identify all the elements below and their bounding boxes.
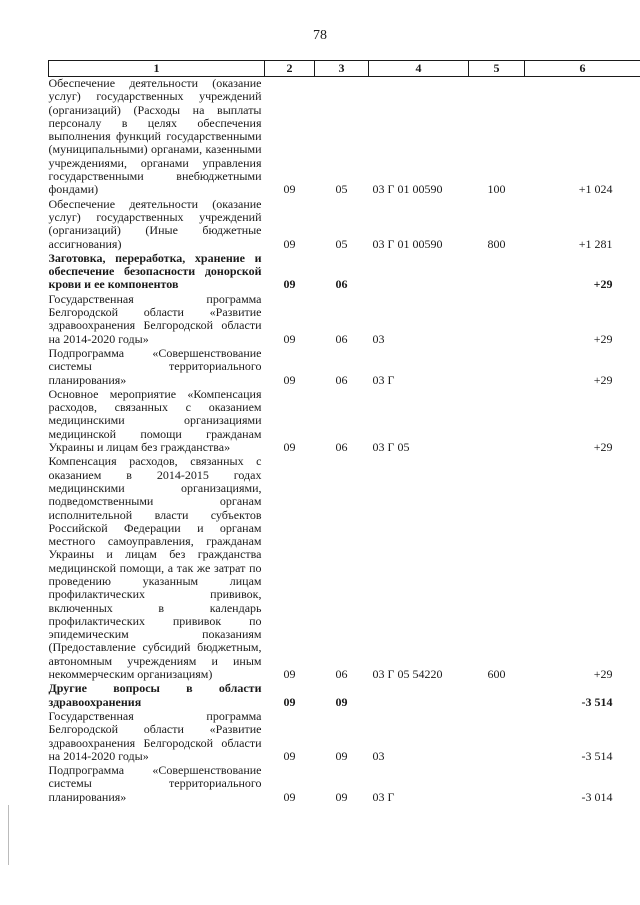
header-col-subsection: 3	[315, 61, 369, 77]
row-target-article-cell: 03 Г 01 00590	[372, 182, 443, 197]
row-expense-type-cell	[469, 252, 525, 293]
table-row	[49, 198, 640, 252]
row-section-cell: 09	[283, 236, 296, 251]
row-subsection-cell: 06	[335, 667, 348, 682]
row-name-cell: Другие вопросы в области здравоохранения	[48, 681, 262, 709]
row-name-cell: Государственная программа Белгородской области «Развитие здравоохранения Белгородской области на 2014-2020 годы»	[48, 708, 262, 763]
row-name-cell: Подпрограмма «Совершенствование системы территориального планирования»	[48, 763, 262, 804]
row-name-cell: Подпрограмма «Совершенствование системы территориального планирования»	[48, 345, 262, 387]
header-col-expense-type: 5	[469, 61, 525, 77]
row-target-article-cell	[369, 252, 469, 293]
row-name-cell: Государственная программа Белгородской области «Развитие здравоохранения Белгородской области на 2014-2020 годы»	[48, 291, 262, 346]
table-row	[49, 710, 640, 764]
table-row	[49, 77, 640, 198]
row-target-article-cell: 03 Г 05	[372, 440, 410, 455]
row-target-article-cell: 03 Г 05 54220	[372, 667, 443, 682]
header-col-target-article: 4	[369, 61, 469, 77]
row-expense-type-cell	[469, 764, 525, 805]
table-row	[49, 764, 640, 805]
row-name-cell: Основное мероприятие «Компенсация расходов, связанных с оказанием медицинскими организациями медицинской помощи гражданам Украины и лицам без гражданства»	[48, 386, 262, 455]
header-col-section: 2	[265, 61, 315, 77]
row-target-article-cell: 03 Г	[372, 789, 395, 804]
row-expense-type-cell: 600	[487, 667, 506, 682]
row-subsection-cell: 06	[335, 331, 348, 346]
table-body	[49, 77, 640, 806]
row-name-cell: Обеспечение деятельности (оказание услуг) государственных учреждений (организаций) (Расходы на выплаты персоналу в целях обеспечения выполнения функций государственными (муниципальными) органами, казенными учреждениями, органами управления государственными внебюджетными фондами)	[48, 76, 262, 197]
row-subsection-cell: 06	[335, 372, 348, 387]
row-subsection-cell: 06	[335, 277, 348, 292]
row-amount-cell: +1 281	[578, 236, 613, 251]
row-name-cell: Компенсация расходов, связанных с оказанием в 2014-2015 годах медицинскими организациями, подведомственными органам исполнительной власти субъектов Российской Федерации и органам местного самоуправления, гражданам Украины и лицам без гражданства медицинской помощи, а так же затрат по проведению указанным лицам профилактических прививок, включенных в календарь профилактических прививок по эпидемическим показаниям (Предоставление субсидий бюджетным, автономным учреждениям и иным некоммерческим организациям)	[48, 454, 262, 682]
row-target-article-cell: 03 Г	[372, 372, 395, 387]
row-expense-type-cell	[469, 710, 525, 764]
row-subsection-cell: 09	[335, 694, 348, 709]
row-section-cell: 09	[283, 277, 296, 292]
row-target-article-cell: 03 Г 01 00590	[372, 236, 443, 251]
row-subsection-cell: 09	[335, 748, 348, 763]
row-amount-cell: +1 024	[578, 182, 613, 197]
row-target-article-cell: 03	[372, 748, 385, 763]
header-col-amount: 6	[525, 61, 640, 77]
row-section-cell: 09	[283, 667, 296, 682]
row-subsection-cell: 06	[335, 440, 348, 455]
row-expense-type-cell	[469, 388, 525, 455]
table-row	[49, 682, 640, 710]
row-expense-type-cell: 800	[487, 236, 506, 251]
row-amount-cell: -3 014	[581, 789, 613, 804]
row-section-cell: 09	[283, 372, 296, 387]
row-amount-cell: +29	[593, 440, 613, 455]
table-row	[49, 347, 640, 388]
row-name-cell: Заготовка, переработка, хранение и обеспечение безопасности донорской крови и ее компонентов	[48, 250, 262, 292]
row-amount-cell: -3 514	[581, 694, 613, 709]
row-expense-type-cell	[469, 347, 525, 388]
row-section-cell: 09	[283, 440, 296, 455]
row-expense-type-cell	[469, 293, 525, 347]
row-subsection-cell: 05	[335, 182, 348, 197]
row-target-article-cell: 03	[372, 331, 385, 346]
row-target-article-cell	[369, 682, 469, 710]
table-header	[49, 61, 640, 77]
table-row	[49, 388, 640, 455]
row-section-cell: 09	[283, 694, 296, 709]
page-number: 78	[313, 28, 327, 43]
row-amount-cell: +29	[593, 667, 613, 682]
row-amount-cell: +29	[593, 372, 613, 387]
row-subsection-cell: 09	[335, 789, 348, 804]
row-amount-cell: +29	[593, 277, 613, 292]
row-section-cell: 09	[283, 748, 296, 763]
row-amount-cell: +29	[593, 331, 613, 346]
table-row	[49, 293, 640, 347]
row-section-cell: 09	[283, 789, 296, 804]
row-section-cell: 09	[283, 331, 296, 346]
table-row	[49, 455, 640, 682]
row-section-cell: 09	[283, 182, 296, 197]
header-row	[49, 61, 640, 77]
row-amount-cell: -3 514	[581, 748, 613, 763]
margin-mark	[8, 805, 9, 865]
header-col-name: 1	[49, 61, 265, 77]
budget-table	[48, 60, 640, 805]
row-subsection-cell: 05	[335, 236, 348, 251]
row-expense-type-cell	[469, 682, 525, 710]
table-row	[49, 252, 640, 293]
row-expense-type-cell: 100	[487, 182, 506, 197]
row-name-cell: Обеспечение деятельности (оказание услуг) государственных учреждений (организаций) (Иные бюджетные ассигнования)	[48, 196, 262, 251]
